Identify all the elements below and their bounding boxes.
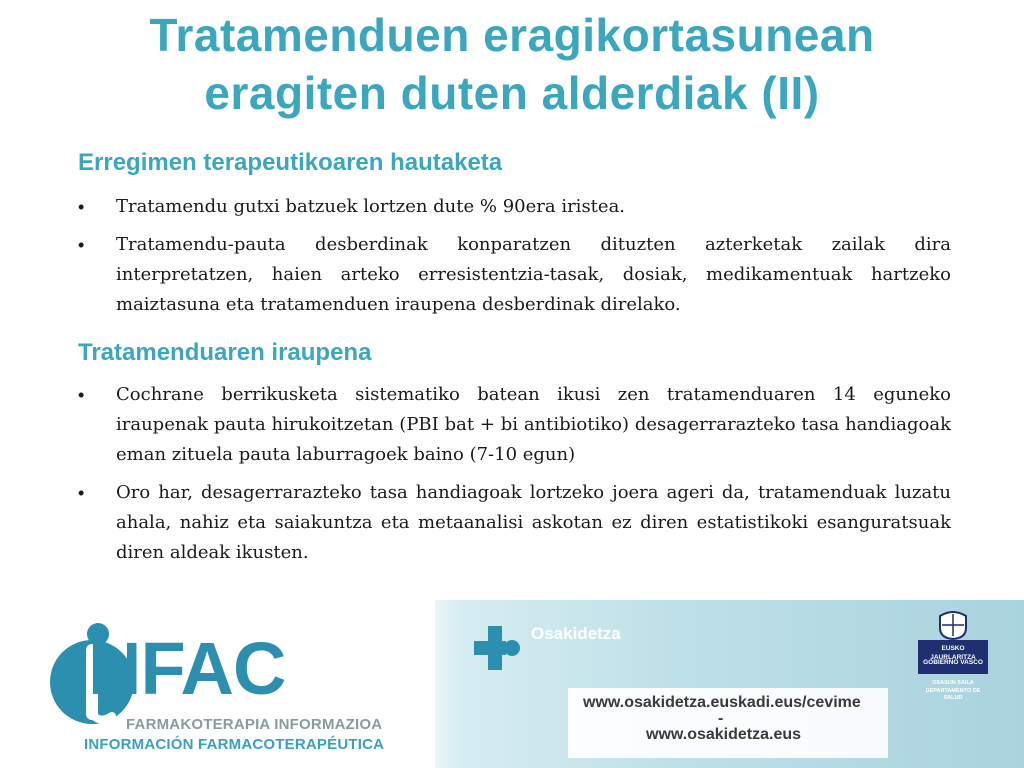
infac-subtitle-es: INFORMACIÓN FARMACOTERAPÉUTICA [84,736,385,753]
url-separator: - [718,710,724,727]
bullet-item [78,192,951,222]
bullet-dot: • [78,385,85,405]
slide-title [0,6,1024,122]
bullet-text: Tratamendu gutxi batzuek lortzen dute % 90era iristea. [116,196,626,217]
slide-title-line1: Tratamenduen eragikortasunean [149,9,875,61]
section-heading-duration: Tratamenduaren iraupena [78,339,372,366]
bullet-item [78,230,951,320]
basque-government-shield-icon [936,608,970,640]
bullet-list-regimen [78,192,951,328]
bullet-dot: • [78,483,85,503]
slide-title-line2: eragiten duten alderdiak (II) [204,67,820,119]
osakidetza-name: Osakidetza [531,624,621,643]
bullet-list-duration [78,380,951,576]
osakidetza-logo-icon [470,622,524,676]
infac-wordmark: NFAC [88,627,286,710]
basque-government-name-es: GOBIERNO VASCO [923,659,983,666]
bullet-item [78,478,951,568]
url-cevime-link[interactable]: www.osakidetza.euskadi.eus/cevime [583,694,861,711]
bullet-text: Oro har, desagerrarazteko tasa handiagoak lortzeko joera ageri da, tratamenduak luzatu ahala, nahiz eta saiakuntza eta metaanalisi askotan ez diren estatistikoki esanguratsuak diren aldeak ikusten. [116,482,951,563]
url-osakidetza-link[interactable]: www.osakidetza.eus [646,726,802,743]
health-department-es: DEPARTAMENTO DE SALUD [925,688,981,701]
health-department-eu: OSASUN SAILA [932,680,974,686]
section-heading-regimen: Erregimen terapeutikoaren hautaketa [78,149,503,176]
footer-fade [400,600,460,768]
bullet-text: Cochrane berrikusketa sistematiko batean ikusi zen tratamenduaren 14 eguneko iraupenak pauta hirukoitzetan (PBI bat + bi antibiotiko) desagerrarazteko tasa handiagoak eman zituela pauta laburragoek baino (7-10 egun) [116,384,951,465]
bullet-dot: • [78,235,85,255]
bullet-dot: • [78,197,85,217]
bullet-text: Tratamendu-pauta desberdinak konparatzen dituzten azterketak zailak dira interpretatzen, haien arteko erresistentzia-tasak, dosiak, medikamentuak hartzeko maiztasuna eta tratamenduen iraupena desberdinak direlako. [116,234,951,315]
basque-government-name-eu: EUSKO JAURLARITZA [930,645,976,661]
bullet-item [78,380,951,470]
infac-subtitle-eu: FARMAKOTERAPIA INFORMAZIOA [126,716,383,733]
